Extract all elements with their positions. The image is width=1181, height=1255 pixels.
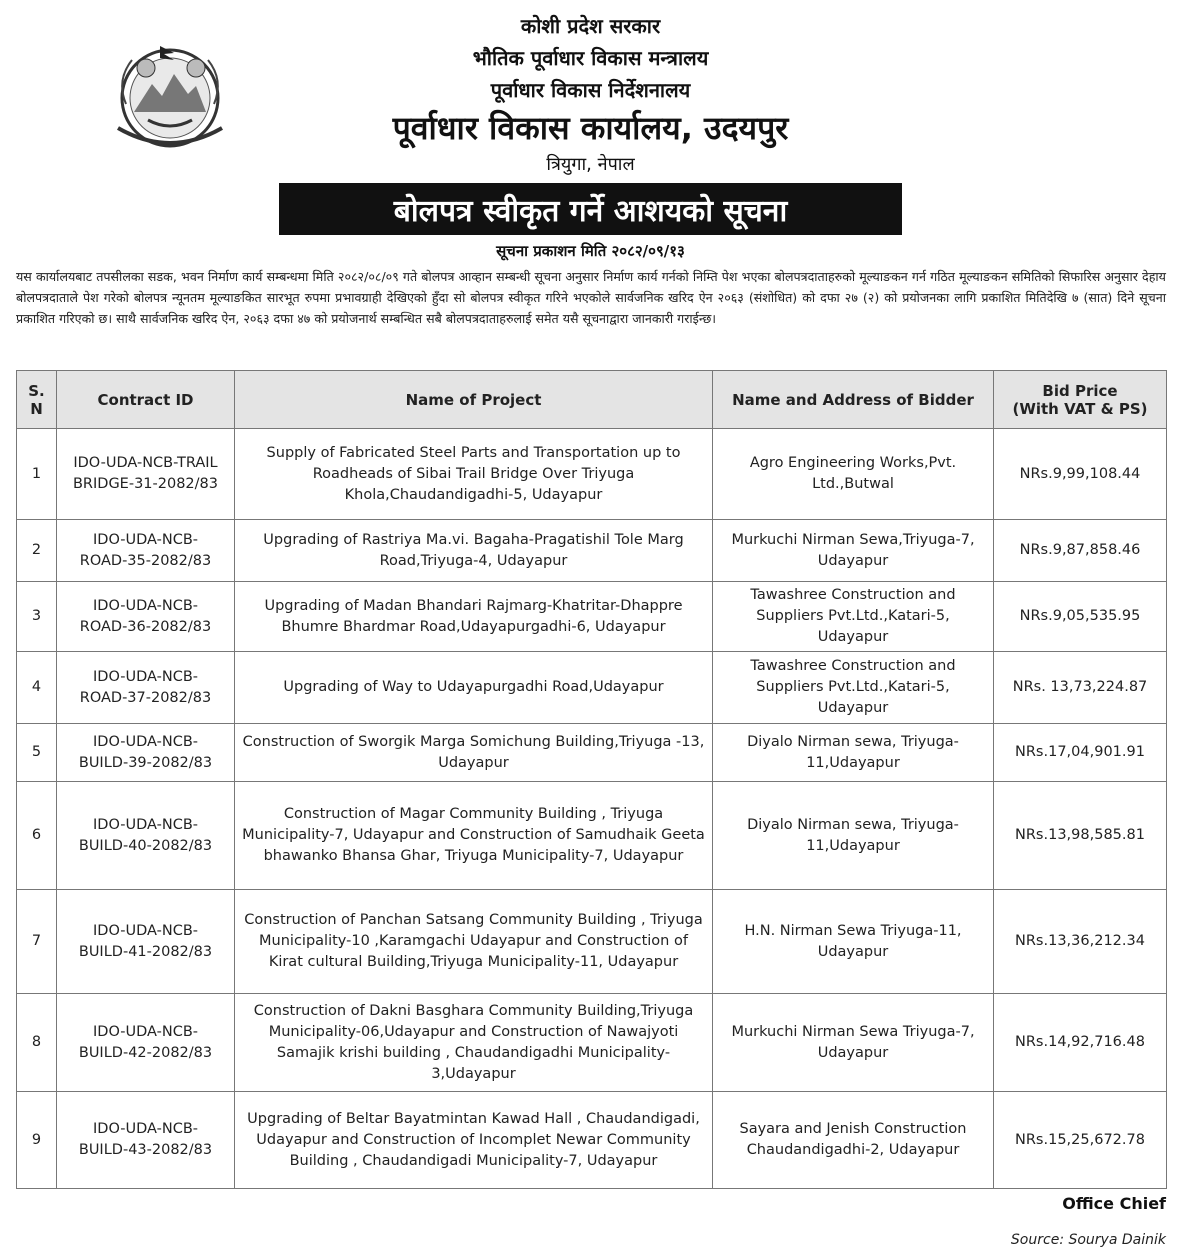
cell-project: Upgrading of Madan Bhandari Rajmarg-Khatritar-Dhappre Bhumre Bhardmar Road,Udayapurgadhi-6, Udayapur	[235, 582, 713, 652]
cell-price: NRs.9,99,108.44	[994, 429, 1167, 520]
cell-bidder: Diyalo Nirman sewa, Triyuga-11,Udayapur	[713, 782, 994, 890]
cell-sn: 9	[17, 1092, 57, 1189]
cell-sn: 8	[17, 994, 57, 1092]
cell-project: Upgrading of Beltar Bayatmintan Kawad Hall , Chaudandigadi, Udayapur and Construction of Incomplet Newar Community Building , Chaudandigadi Municipality-7, Udayapur	[235, 1092, 713, 1189]
cell-contract-id: IDO-UDA-NCB- ROAD-37-2082/83	[57, 652, 235, 724]
cell-sn: 2	[17, 520, 57, 582]
cell-sn: 1	[17, 429, 57, 520]
cell-price: NRs.15,25,672.78	[994, 1092, 1167, 1189]
cell-price: NRs.13,36,212.34	[994, 890, 1167, 994]
cell-price: NRs.14,92,716.48	[994, 994, 1167, 1092]
cell-bidder: Tawashree Construction and Suppliers Pvt.Ltd.,Katari-5, Udayapur	[713, 652, 994, 724]
signatory: Office Chief	[1062, 1194, 1166, 1213]
cell-bidder: H.N. Nirman Sewa Triyuga-11, Udayapur	[713, 890, 994, 994]
publication-date: सूचना प्रकाशन मिति २०८२/०९/१३	[496, 242, 685, 260]
cell-bidder: Tawashree Construction and Suppliers Pvt.Ltd.,Katari-5, Udayapur	[713, 582, 994, 652]
cell-sn: 6	[17, 782, 57, 890]
cell-project: Construction of Dakni Basghara Community Building,Triyuga Municipality-06,Udayapur and Construction of Nawajyoti Samajik krishi building , Chaudandigadhi Municipality-3,Udayapur	[235, 994, 713, 1092]
cell-sn: 4	[17, 652, 57, 724]
office-name: पूर्वाधार विकास कार्यालय, उदयपुर	[392, 109, 789, 147]
cell-project: Supply of Fabricated Steel Parts and Transportation up to Roadheads of Sibai Trail Bridge Over Triyuga Khola,Chaudandigadhi-5, Udayapur	[235, 429, 713, 520]
office-location: त्रियुगा, नेपाल	[546, 154, 635, 175]
cell-contract-id: IDO-UDA-NCB- BUILD-43-2082/83	[57, 1092, 235, 1189]
cell-sn: 3	[17, 582, 57, 652]
table-row	[17, 520, 1167, 582]
cell-price: NRs.9,05,535.95	[994, 582, 1167, 652]
header-contract-id: Contract ID	[57, 371, 235, 429]
cell-project: Construction of Sworgik Marga Somichung Building,Triyuga -13, Udayapur	[235, 724, 713, 782]
ministry-name: भौतिक पूर्वाधार विकास मन्त्रालय	[472, 46, 709, 70]
cell-project: Construction of Panchan Satsang Community Building , Triyuga Municipality-10 ,Karamgachi Udayapur and Construction of Kirat cultural Building,Triyuga Municipality-11, Udayapur	[235, 890, 713, 994]
cell-contract-id: IDO-UDA-NCB-TRAIL BRIDGE-31-2082/83	[57, 429, 235, 520]
table-row	[17, 1092, 1167, 1189]
notice-title: बोलपत्र स्वीकृत गर्ने आशयको सूचना	[279, 183, 902, 235]
cell-project: Upgrading of Way to Udayapurgadhi Road,Udayapur	[235, 652, 713, 724]
header-bidder: Name and Address of Bidder	[713, 371, 994, 429]
table-row	[17, 994, 1167, 1092]
cell-contract-id: IDO-UDA-NCB- BUILD-40-2082/83	[57, 782, 235, 890]
table-row	[17, 582, 1167, 652]
cell-sn: 7	[17, 890, 57, 994]
cell-price: NRs.17,04,901.91	[994, 724, 1167, 782]
header-sn: S. N	[17, 371, 57, 429]
directorate-name: पूर्वाधार विकास निर्देशनालय	[490, 78, 691, 102]
notice-intro: यस कार्यालयबाट तपसीलका सडक, भवन निर्माण कार्य सम्बन्धमा मिति २०८२/०८/०९ गते बोलपत्र आव्हान सम्बन्धी सूचना अनुसार निर्माण कार्य गर्नको निम्ति पेश भएका बोलपत्रदाताहरुको मूल्याङकन गर्न गठित मूल्याङकन समितिको सिफारिस अनुसार देहाय बोलपत्रदाताले पेश गरेको बोलपत्र न्यूनतम मूल्याङकित सारभूत रुपमा प्रभावग्राही देखिएको हुँदा सो बोलपत्र स्वीकृत गरिने भएकोले सार्वजनिक खरिद ऐन २०६३ (संशोधित) को दफा २७ (२) को प्रयोजनका लागि प्रकाशित मितिदेखि ७ (सात) दिने सूचना प्रकाशित गरिएको छ। साथै सार्वजनिक खरिद ऐन, २०६३ दफा ४७ को प्रयोजनार्थ सम्बन्धित सबै बोलपत्रदाताहरुलाई समेत यसै सूचनाद्वारा जानकारी गराईन्छ।	[16, 269, 1166, 326]
table-row	[17, 652, 1167, 724]
cell-contract-id: IDO-UDA-NCB- BUILD-39-2082/83	[57, 724, 235, 782]
cell-contract-id: IDO-UDA-NCB- BUILD-42-2082/83	[57, 994, 235, 1092]
cell-contract-id: IDO-UDA-NCB- ROAD-35-2082/83	[57, 520, 235, 582]
cell-contract-id: IDO-UDA-NCB- ROAD-36-2082/83	[57, 582, 235, 652]
cell-bidder: Agro Engineering Works,Pvt. Ltd.,Butwal	[713, 429, 994, 520]
bid-table	[16, 370, 1167, 1189]
header-project: Name of Project	[235, 371, 713, 429]
table-row	[17, 724, 1167, 782]
cell-bidder: Murkuchi Nirman Sewa Triyuga-7, Udayapur	[713, 994, 994, 1092]
cell-price: NRs.9,87,858.46	[994, 520, 1167, 582]
table-row	[17, 890, 1167, 994]
cell-bidder: Sayara and Jenish Construction Chaudandigadhi-2, Udayapur	[713, 1092, 994, 1189]
source-credit: Source: Sourya Dainik	[1010, 1232, 1166, 1248]
table-header-row	[17, 371, 1167, 429]
cell-bidder: Diyalo Nirman sewa, Triyuga-11,Udayapur	[713, 724, 994, 782]
cell-project: Construction of Magar Community Building , Triyuga Municipality-7, Udayapur and Construction of Samudhaik Geeta bhawanko Bhansa Ghar, Triyuga Municipality-7, Udayapur	[235, 782, 713, 890]
cell-price: NRs.13,98,585.81	[994, 782, 1167, 890]
header-bid-price: Bid Price (With VAT & PS)	[994, 371, 1167, 429]
table-row	[17, 429, 1167, 520]
cell-project: Upgrading of Rastriya Ma.vi. Bagaha-Pragatishil Tole Marg Road,Triyuga-4, Udayapur	[235, 520, 713, 582]
cell-bidder: Murkuchi Nirman Sewa,Triyuga-7, Udayapur	[713, 520, 994, 582]
province-name: कोशी प्रदेश सरकार	[520, 14, 661, 38]
cell-contract-id: IDO-UDA-NCB- BUILD-41-2082/83	[57, 890, 235, 994]
cell-sn: 5	[17, 724, 57, 782]
cell-price: NRs. 13,73,224.87	[994, 652, 1167, 724]
table-row	[17, 782, 1167, 890]
